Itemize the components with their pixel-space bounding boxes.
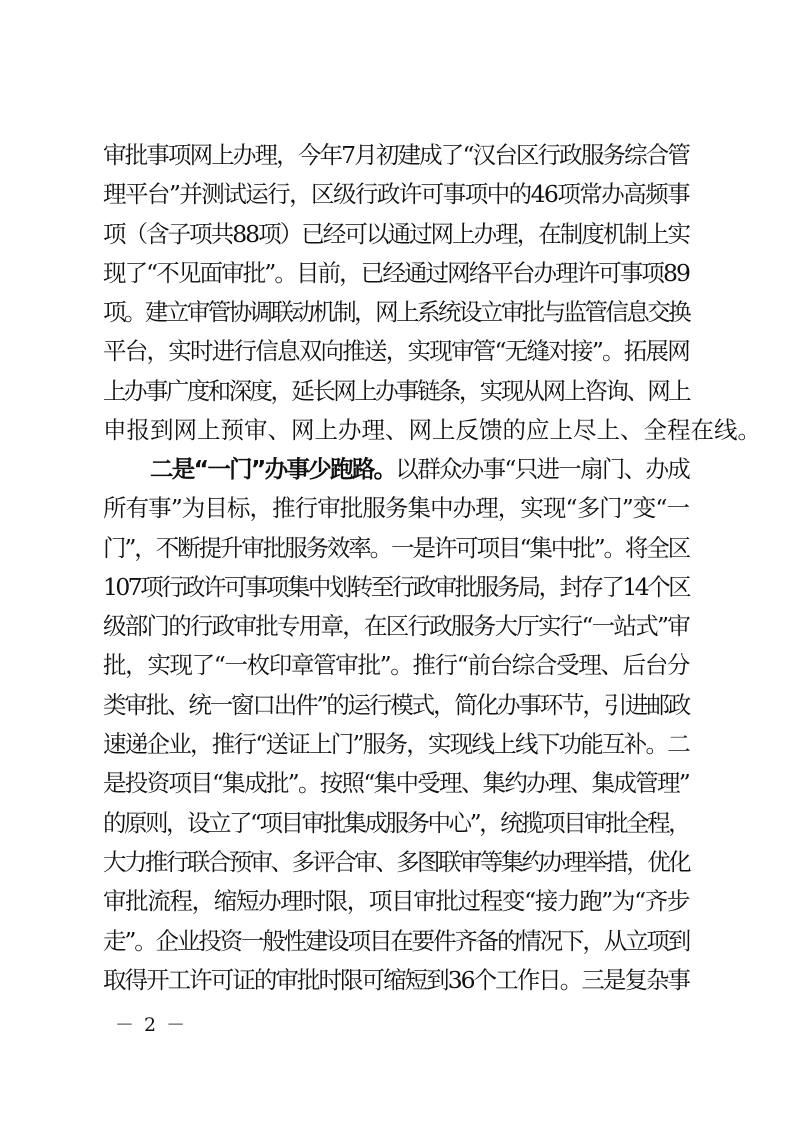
text-line: 项。建立审管协调联动机制，网上系统设立审批与监管信息交换 (103, 298, 689, 327)
text-line: 级部门的行政审批专用章，在区行政服务大厅实行“一站式”审 (103, 612, 689, 641)
text-line: 申报到网上预审、网上办理、网上反馈的应上尽上、全程在线。 (103, 416, 761, 445)
text-line: 审批流程，缩短办理时限，项目审批过程变“接力跑”为“齐步 (103, 887, 689, 916)
text-line: 项（含子项共88项）已经可以通过网上办理，在制度机制上实 (103, 219, 689, 248)
text-line: 所有事”为目标，推行审批服务集中办理，实现“多门”变“一 (103, 494, 689, 523)
first-line (103, 450, 689, 489)
text-line: 理平台”并测试运行，区级行政许可事项中的46项常办高频事 (103, 180, 689, 209)
text-line: 走”。企业投资一般性建设项目在要件齐备的情况下，从立项到 (103, 926, 689, 955)
text-line: 批，实现了“一枚印章管审批”。推行“前台综合受理、后台分 (103, 651, 689, 680)
text-line: 门”，不断提升审批服务效率。一是许可项目“集中批”。将全区 (103, 533, 689, 562)
text-line: 速递企业，推行“送证上门”服务，实现线上线下功能互补。二 (103, 730, 689, 759)
text-line: 107项行政许可事项集中划转至行政审批服务局，封存了14个区 (103, 572, 689, 601)
text-line: 类审批、统一窗口出件”的运行模式，简化办事环节，引进邮政 (103, 690, 689, 719)
text-line: 的原则，设立了“项目审批集成服务中心”，统揽项目审批全程， (103, 808, 689, 837)
text-line: 平台，实时进行信息双向推送，实现审管“无缝对接”。拓展网 (103, 337, 689, 366)
text-line: 是投资项目“集成批”。按照“集中受理、集约办理、集成管理” (103, 769, 689, 798)
first-line-text: 以群众办事“只进一扇门、办成 (395, 455, 689, 483)
text-line: 大力推行联合预审、多评合审、多图联审等集约办理举措，优化 (103, 847, 689, 876)
text-line: 取得开工许可证的审批时限可缩短到36个工作日。三是复杂事 (103, 965, 689, 994)
paragraph-heading: 二是“一门”办事少跑路。 (150, 455, 396, 483)
paragraph-one-door (103, 450, 689, 1000)
paragraph-online-approval (103, 136, 761, 450)
text-line: 上办事广度和深度，延长网上办事链条，实现从网上咨询、网上 (103, 376, 689, 405)
text-line: 审批事项网上办理，今年7月初建成了“汉台区行政服务综合管 (103, 141, 689, 169)
text-line: 现了“不见面审批”。目前，已经通过网络平台办理许可事项89 (103, 258, 689, 287)
page-number: － 2 － (115, 1014, 188, 1036)
